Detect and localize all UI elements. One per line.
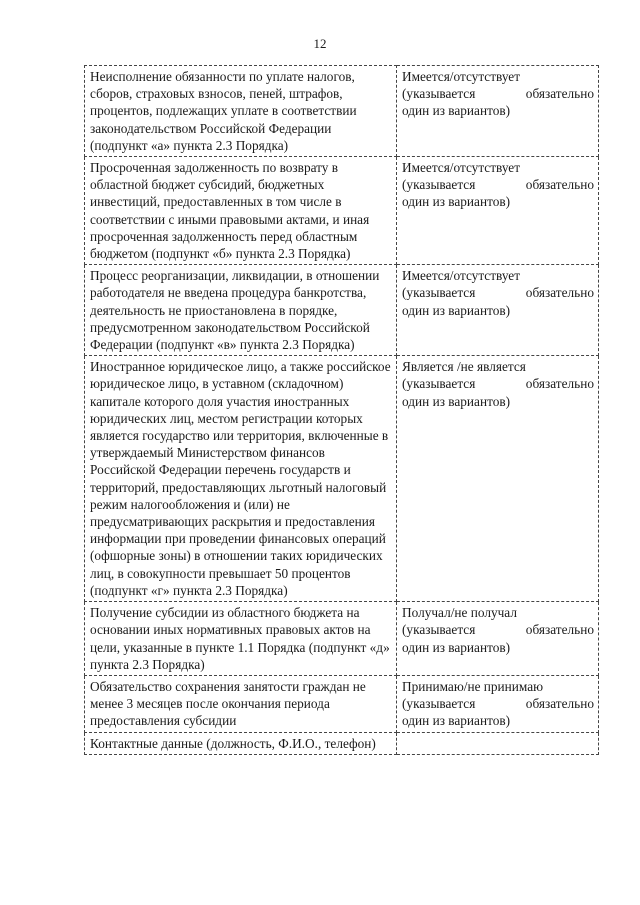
note-text: (указывается обязательно xyxy=(402,285,594,301)
table-row xyxy=(85,157,599,265)
status-text: Принимаю/не принимаю xyxy=(402,678,544,694)
note-text: (указывается обязательно xyxy=(402,86,594,102)
note-text: один из вариантов) xyxy=(402,639,511,655)
note-text: (указывается обязательно xyxy=(402,622,594,638)
criterion-cell: Неисполнение обязанности по уплате налогов, сборов, страховых взносов, пеней, штрафов, процентов, подлежащих уплате в соответствии законодательством Российской Федерации (подпункт «а» пункта 2.3 Порядка) xyxy=(85,66,397,157)
table-row xyxy=(85,356,599,602)
criterion-cell: Просроченная задолженность по возврату в областной бюджет субсидий, бюджетных инвестиций, предоставленных в том числе в соответствии с иными правовыми актами, и иная просроченная задолженность перед областным бюджетом (подпункт «б» пункта 2.3 Порядка) xyxy=(85,157,397,265)
answer-cell xyxy=(397,157,599,265)
status-text: Имеется/отсутствует xyxy=(402,69,521,84)
table-row xyxy=(85,732,599,754)
criterion-cell: Иностранное юридическое лицо, а также российское юридическое лицо, в уставном (складочном) капитале которого доля участия иностранных юридических лиц, местом регистрации которых является государство или территория, включенные в утверждаемый Министерством финансов Российской Федерации перечень государств и территорий, предоставляющих льготный налоговый режим налогообложения и (или) не предусматривающих раскрытия и предоставления информации при проведении финансовых операций (офшорные зоны) в отношении таких юридических лиц, в совокупности превышает 50 процентов (подпункт «г» пункта 2.3 Порядка) xyxy=(85,356,397,602)
conditions-table xyxy=(84,65,599,755)
criterion-cell: Процесс реорганизации, ликвидации, в отношении работодателя не введена процедура банкротства, деятельность не приостановлена в порядке, предусмотренном законодательством Российской Федерации (подпункт «в» пункта 2.3 Порядка) xyxy=(85,265,397,356)
note-text: один из вариантов) xyxy=(402,103,511,119)
criterion-cell: Контактные данные (должность, Ф.И.О., телефон) xyxy=(85,732,397,754)
table-row xyxy=(85,602,599,676)
status-text: Имеется/отсутствует xyxy=(402,268,521,284)
answer-cell xyxy=(397,66,599,157)
criterion-cell: Получение субсидии из областного бюджета на основании иных нормативных правовых актов на цели, указанные в пункте 1.1 Порядка (подпункт «д» пункта 2.3 Порядка) xyxy=(85,602,397,676)
table-row xyxy=(85,66,599,157)
criterion-cell: Обязательство сохранения занятости граждан не менее 3 месяцев после окончания периода предоставления субсидии xyxy=(85,675,397,732)
answer-cell xyxy=(397,265,599,356)
answer-cell xyxy=(397,675,599,732)
status-text: Является /не является xyxy=(402,359,526,375)
note-text: (указывается обязательно xyxy=(402,177,594,193)
note-text: один из вариантов) xyxy=(402,302,511,318)
table-row xyxy=(85,265,599,356)
table-row xyxy=(85,675,599,732)
answer-cell xyxy=(397,356,599,602)
note-text: один из вариантов) xyxy=(402,194,511,210)
answer-cell xyxy=(397,602,599,676)
note-text: (указывается обязательно xyxy=(402,376,594,392)
page-number: 12 xyxy=(313,36,327,51)
contact-value-cell[interactable] xyxy=(397,732,599,754)
status-text: Получал/не получал xyxy=(402,605,517,621)
status-text: Имеется/отсутствует xyxy=(402,160,521,176)
note-text: один из вариантов) xyxy=(402,713,511,729)
note-text: (указывается обязательно xyxy=(402,696,594,712)
note-text: один из вариантов) xyxy=(402,393,511,409)
